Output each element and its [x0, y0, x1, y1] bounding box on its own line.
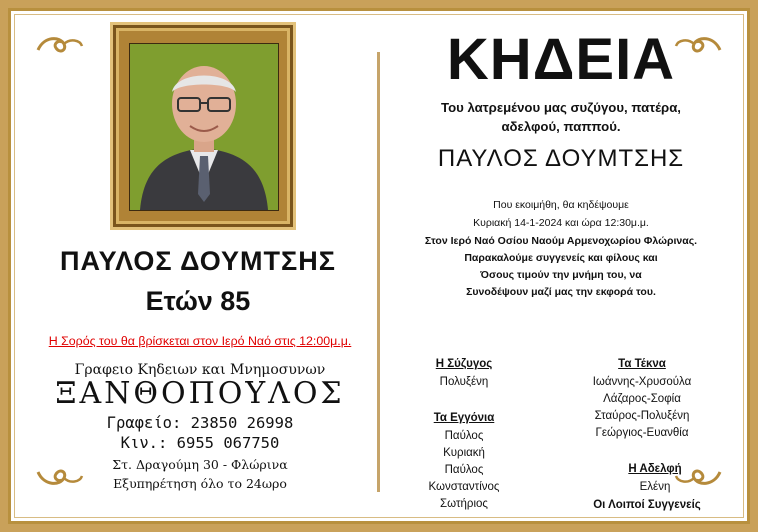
age: Ετών 85 [145, 286, 251, 316]
sister-title: Η Αδελφή [628, 463, 682, 475]
portrait-photo [129, 43, 279, 211]
page-title: ΚΗΔΕΙΑ [446, 27, 676, 92]
portrait-frame [110, 22, 296, 230]
child-name: Λάζαρος-Σοφία [603, 393, 681, 405]
intro-line: αδελφού, παππού. [501, 119, 621, 134]
portrait-illustration [130, 44, 278, 210]
sister-name: Ελένη [639, 481, 671, 493]
corner-ornament-icon [34, 32, 86, 56]
agency-address: Στ. Δραγούμη 30 - Φλώρινα [112, 457, 288, 472]
intro-line: Του λατρεμένου μας συζύγου, πατέρα, [441, 100, 681, 115]
grandchild-name: Παύλος [444, 464, 484, 476]
viewing-notice: Η Σορός του θα βρίσκεται στον Ιερό Ναό στις 12:00μ.μ. [48, 334, 352, 348]
agency-subtitle: Γραφειο Κηδειων και Μνημοσυνων [74, 362, 326, 378]
agency-name: ΞΑΝΘΟΠΟΥΛΟΣ [55, 376, 345, 411]
center-divider [377, 52, 380, 492]
office-phone: Γραφείο: 23850 26998 [106, 414, 294, 432]
child-name: Ιωάννης-Χρυσούλα [592, 376, 692, 388]
mobile-phone: Κιν.: 6955 067750 [120, 434, 280, 452]
funeral-detail-line: Κυριακή 14-1-2024 και ώρα 12:30μ.μ. [473, 217, 649, 229]
grandchild-name: Κωνσταντίνος [428, 481, 500, 493]
funeral-detail-line: Όσους τιμούν την μνήμη του, να [480, 269, 642, 281]
other-relatives: Οι Λοιποί Συγγενείς [593, 499, 701, 511]
spouse-name: Πολυξένη [439, 376, 489, 388]
grandchild-name: Σωτήριος [440, 498, 488, 510]
spouse-title: Η Σύζυγος [435, 358, 493, 370]
grandchild-name: Παύλος [444, 430, 484, 442]
grandchildren-title: Τα Εγγόνια [433, 412, 495, 424]
service-hours: Εξυπηρέτηση όλο το 24ωρο [113, 476, 287, 491]
funeral-detail-line: Παρακαλούμε συγγενείς και φίλους και [464, 252, 658, 264]
funeral-detail-line: Που εκοιμήθη, θα κηδέψουμε [493, 199, 629, 211]
children-title: Τα Τέκνα [618, 358, 666, 370]
grandchild-name: Κυριακή [443, 447, 485, 459]
funeral-detail-line: Στον Ιερό Ναό Οσίου Ναούμ Αρμενοχωρίου Φλώρινας. [424, 235, 698, 247]
deceased-name-right: ΠΑΥΛΟΣ ΔΟΥΜΤΣΗΣ [437, 145, 685, 172]
funeral-detail-line: Συνοδέψουν μαζί μας την εκφορά του. [466, 286, 656, 298]
child-name: Σταύρος-Πολυξένη [594, 410, 690, 422]
child-name: Γεώργιος-Ευανθία [595, 427, 689, 439]
deceased-name-left: ΠΑΥΛΟΣ ΔΟΥΜΤΣΗΣ [60, 246, 336, 276]
